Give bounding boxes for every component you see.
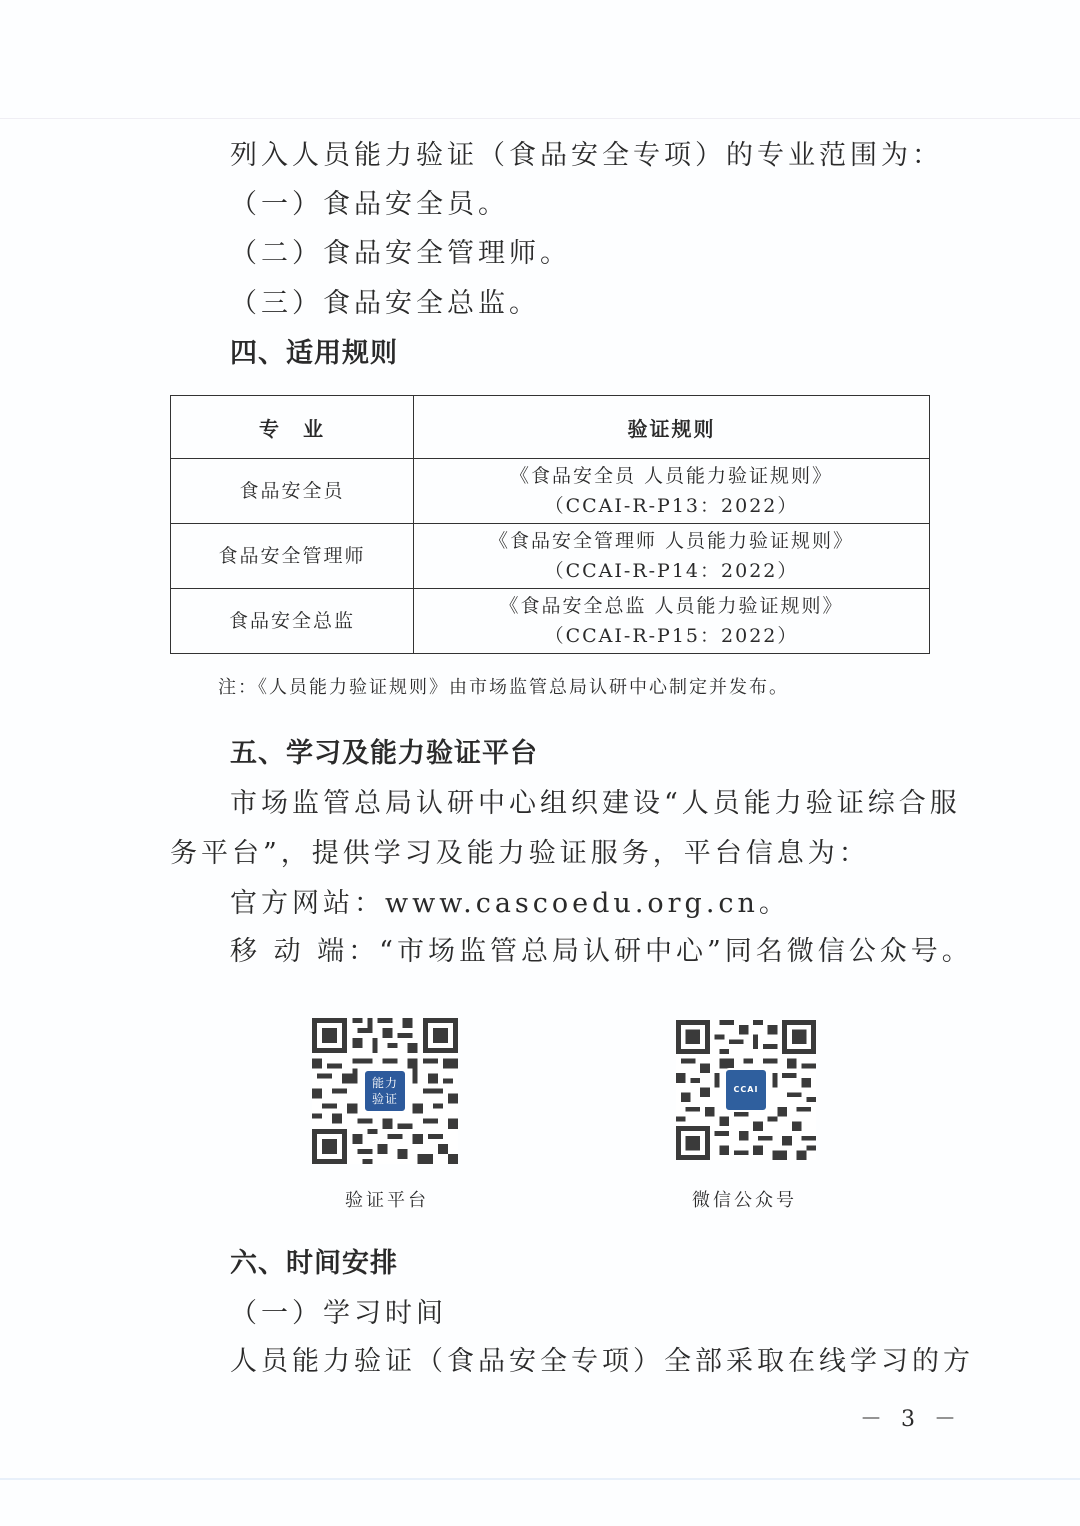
page-top-edge [0,118,1080,119]
rule-code: （CCAI-R-P13：2022） [544,495,799,517]
section-6-sub1: （一）学习时间 [230,1298,447,1329]
cell-rule [414,459,930,524]
cell-major: 食品安全员 [171,459,414,524]
rule-title: 《食品安全总监 人员能力验证规则》 [499,595,844,617]
qr-logo-ccai [724,1068,768,1112]
logo-text-1: CCAI [733,1085,759,1094]
logo-text-1: 能力 [371,1076,398,1090]
scope-intro: 列入人员能力验证（食品安全专项）的专业范围为： [230,140,943,171]
cell-major: 食品安全管理师 [171,524,414,589]
section-5-para-line2: 务平台”，提供学习及能力验证服务，平台信息为： [170,838,870,869]
qr-code-verification-platform[interactable] [312,1018,458,1164]
rule-title: 《食品安全管理师 人员能力验证规则》 [488,530,855,552]
header-major: 专 业 [171,396,414,459]
header-rule: 验证规则 [414,396,930,459]
section-5-heading: 五、学习及能力验证平台 [230,738,538,769]
table-row [171,524,930,589]
page-bottom-edge [0,1478,1080,1480]
table-header-row [171,396,930,459]
qr-caption-verification: 验证平台 [345,1190,429,1211]
rule-code: （CCAI-R-P15：2022） [544,625,799,647]
rules-table [170,395,930,654]
section-6-para-line1: 人员能力验证（食品安全专项）全部采取在线学习的方 [230,1346,974,1377]
table-row [171,459,930,524]
cell-rule [414,589,930,654]
rule-title: 《食品安全员 人员能力验证规则》 [509,465,834,487]
page-number: － 3 － [860,1407,962,1432]
rule-code: （CCAI-R-P14：2022） [544,560,799,582]
qr-caption-wechat: 微信公众号 [692,1190,797,1211]
qr-logo-verification [363,1069,407,1113]
official-website: 官方网站：www.cascoedu.org.cn。 [230,888,790,919]
scope-item-2: （二）食品安全管理师。 [230,238,571,269]
section-4-heading: 四、适用规则 [230,338,398,369]
scope-item-3: （三）食品安全总监。 [230,288,540,319]
cell-major: 食品安全总监 [171,589,414,654]
logo-text-2: 验证 [371,1092,398,1106]
section-5-para-line1: 市场监管总局认研中心组织建设“人员能力验证综合服 [230,788,961,819]
scope-item-1: （一）食品安全员。 [230,189,509,220]
table-row [171,589,930,654]
qr-code-wechat[interactable] [676,1020,816,1160]
cell-rule [414,524,930,589]
table-note: 注：《人员能力验证规则》由市场监管总局认研中心制定并发布。 [218,677,789,698]
mobile-wechat: 移 动 端：“市场监管总局认研中心”同名微信公众号。 [230,936,973,967]
section-6-heading: 六、时间安排 [230,1248,398,1279]
